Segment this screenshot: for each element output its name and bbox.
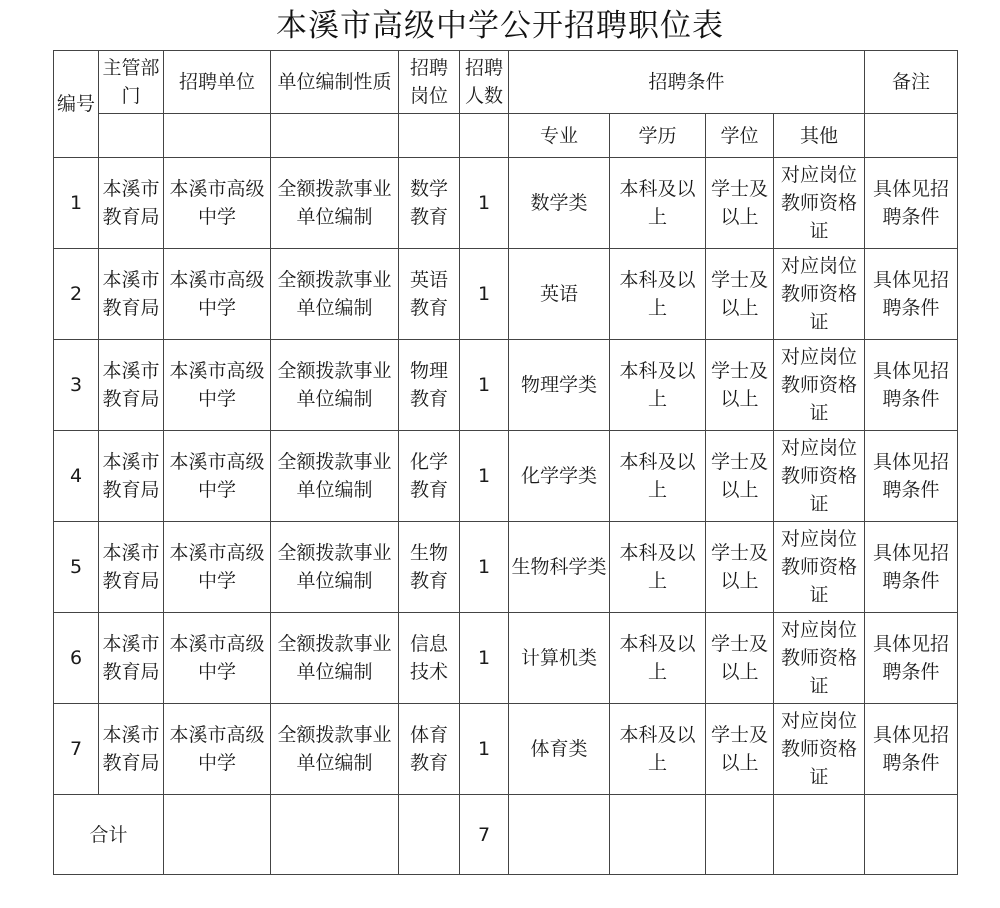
cell-degree: 学士及以上 — [706, 431, 774, 522]
header-conditions: 招聘条件 — [509, 51, 865, 114]
cell-count: 1 — [460, 249, 509, 340]
table-row — [54, 340, 958, 431]
cell-major: 数学类 — [509, 158, 610, 249]
cell-no: 7 — [54, 704, 99, 795]
cell-nature: 全额拨款事业单位编制 — [271, 340, 399, 431]
total-blank — [399, 795, 460, 875]
cell-remark: 具体见招聘条件 — [865, 704, 958, 795]
total-blank — [509, 795, 610, 875]
header-unit: 招聘单位 — [164, 51, 271, 114]
cell-nature: 全额拨款事业单位编制 — [271, 522, 399, 613]
cell-other: 对应岗位教师资格证 — [774, 340, 865, 431]
cell-position: 数学教育 — [399, 158, 460, 249]
cell-unit: 本溪市高级中学 — [164, 431, 271, 522]
subheader-blank — [399, 114, 460, 158]
subheader-degree: 学位 — [706, 114, 774, 158]
total-row — [54, 795, 958, 875]
cell-remark: 具体见招聘条件 — [865, 522, 958, 613]
table-row — [54, 431, 958, 522]
cell-position: 生物教育 — [399, 522, 460, 613]
total-label: 合计 — [54, 795, 164, 875]
cell-unit: 本溪市高级中学 — [164, 704, 271, 795]
cell-major: 生物科学类 — [509, 522, 610, 613]
cell-education: 本科及以上 — [610, 158, 706, 249]
cell-dept: 本溪市教育局 — [99, 613, 164, 704]
cell-count: 1 — [460, 158, 509, 249]
header-no: 编号 — [54, 51, 99, 158]
total-count: 7 — [460, 795, 509, 875]
cell-remark: 具体见招聘条件 — [865, 613, 958, 704]
subheader-major: 专业 — [509, 114, 610, 158]
subheader-blank — [99, 114, 164, 158]
cell-major: 体育类 — [509, 704, 610, 795]
table-row — [54, 158, 958, 249]
page-title: 本溪市高级中学公开招聘职位表 — [276, 8, 724, 44]
cell-other: 对应岗位教师资格证 — [774, 431, 865, 522]
subheader-other: 其他 — [774, 114, 865, 158]
cell-unit: 本溪市高级中学 — [164, 249, 271, 340]
total-blank — [865, 795, 958, 875]
cell-degree: 学士及以上 — [706, 340, 774, 431]
cell-count: 1 — [460, 340, 509, 431]
cell-no: 3 — [54, 340, 99, 431]
subheader-blank — [460, 114, 509, 158]
cell-education: 本科及以上 — [610, 613, 706, 704]
cell-major: 英语 — [509, 249, 610, 340]
cell-education: 本科及以上 — [610, 522, 706, 613]
cell-count: 1 — [460, 431, 509, 522]
cell-major: 计算机类 — [509, 613, 610, 704]
cell-education: 本科及以上 — [610, 249, 706, 340]
cell-position: 信息技术 — [399, 613, 460, 704]
cell-dept: 本溪市教育局 — [99, 158, 164, 249]
cell-other: 对应岗位教师资格证 — [774, 613, 865, 704]
total-blank — [610, 795, 706, 875]
total-blank — [164, 795, 271, 875]
subheader-blank — [271, 114, 399, 158]
cell-education: 本科及以上 — [610, 431, 706, 522]
cell-other: 对应岗位教师资格证 — [774, 158, 865, 249]
cell-count: 1 — [460, 613, 509, 704]
cell-no: 2 — [54, 249, 99, 340]
subheader-blank — [865, 114, 958, 158]
cell-nature: 全额拨款事业单位编制 — [271, 249, 399, 340]
total-blank — [271, 795, 399, 875]
cell-education: 本科及以上 — [610, 704, 706, 795]
subheader-blank — [164, 114, 271, 158]
cell-position: 化学教育 — [399, 431, 460, 522]
header-row — [54, 51, 958, 114]
header-position: 招聘岗位 — [399, 51, 460, 114]
cell-no: 1 — [54, 158, 99, 249]
header-remark: 备注 — [865, 51, 958, 114]
cell-other: 对应岗位教师资格证 — [774, 249, 865, 340]
cell-education: 本科及以上 — [610, 340, 706, 431]
cell-degree: 学士及以上 — [706, 158, 774, 249]
table-row — [54, 613, 958, 704]
cell-remark: 具体见招聘条件 — [865, 249, 958, 340]
cell-dept: 本溪市教育局 — [99, 249, 164, 340]
cell-no: 6 — [54, 613, 99, 704]
cell-degree: 学士及以上 — [706, 522, 774, 613]
total-blank — [706, 795, 774, 875]
cell-other: 对应岗位教师资格证 — [774, 522, 865, 613]
cell-degree: 学士及以上 — [706, 704, 774, 795]
cell-position: 体育教育 — [399, 704, 460, 795]
subheader-education: 学历 — [610, 114, 706, 158]
cell-nature: 全额拨款事业单位编制 — [271, 431, 399, 522]
cell-dept: 本溪市教育局 — [99, 431, 164, 522]
cell-major: 物理学类 — [509, 340, 610, 431]
header-count: 招聘人数 — [460, 51, 509, 114]
cell-position: 物理教育 — [399, 340, 460, 431]
cell-dept: 本溪市教育局 — [99, 704, 164, 795]
cell-nature: 全额拨款事业单位编制 — [271, 704, 399, 795]
cell-degree: 学士及以上 — [706, 613, 774, 704]
cell-major: 化学学类 — [509, 431, 610, 522]
cell-unit: 本溪市高级中学 — [164, 522, 271, 613]
cell-remark: 具体见招聘条件 — [865, 431, 958, 522]
table-row — [54, 522, 958, 613]
cell-unit: 本溪市高级中学 — [164, 158, 271, 249]
cell-unit: 本溪市高级中学 — [164, 613, 271, 704]
cell-position: 英语教育 — [399, 249, 460, 340]
cell-no: 5 — [54, 522, 99, 613]
table-row — [54, 249, 958, 340]
cell-nature: 全额拨款事业单位编制 — [271, 158, 399, 249]
cell-dept: 本溪市教育局 — [99, 340, 164, 431]
table-row — [54, 704, 958, 795]
cell-unit: 本溪市高级中学 — [164, 340, 271, 431]
header-dept: 主管部门 — [99, 51, 164, 114]
cell-nature: 全额拨款事业单位编制 — [271, 613, 399, 704]
subheader-row — [54, 114, 958, 158]
cell-no: 4 — [54, 431, 99, 522]
cell-count: 1 — [460, 522, 509, 613]
cell-degree: 学士及以上 — [706, 249, 774, 340]
cell-remark: 具体见招聘条件 — [865, 340, 958, 431]
cell-other: 对应岗位教师资格证 — [774, 704, 865, 795]
cell-count: 1 — [460, 704, 509, 795]
header-nature: 单位编制性质 — [271, 51, 399, 114]
total-blank — [774, 795, 865, 875]
cell-dept: 本溪市教育局 — [99, 522, 164, 613]
cell-remark: 具体见招聘条件 — [865, 158, 958, 249]
recruitment-table — [53, 50, 958, 875]
